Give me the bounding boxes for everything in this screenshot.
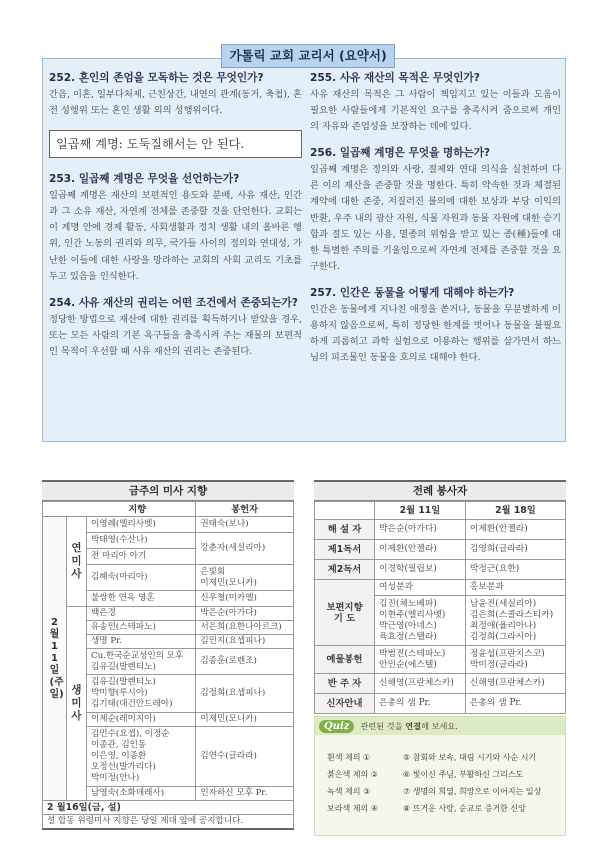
q254-heading: 254. 사유 재산의 권리는 어떤 조건에서 존중되는가? [49,296,298,309]
role-label: 예물봉헌 [315,646,375,674]
q255-heading: 255. 사유 재산의 목적은 무엇인가? [310,72,480,84]
yeonmisa-label: 연미사 [67,517,87,607]
table-row: 전 마리아 아기 [87,549,196,565]
role-label: 제2독서 [315,560,375,580]
table-row: 김종훈(로렌조) [196,649,294,675]
saengmisa-label: 생미사 [67,607,87,801]
q256-body: 일곱째 계명은 정의와 사랑, 절제와 연대 의식을 실천하여 다른 이의 재산을 존중할 것을 명한다. 특히 약속한 것과 체결된 계약에 대한 존중, 저질러진 불의에 대한 보상과 부당 이익의 반환, 우주 내의 광산 자원, 식물 자원과 동물 자원에 대한 승기함과 절도 있는 사용, 멸종의 위험을 받고 있는 종(種)들에 대한 특별한 주의를 기울임으로써 자연계 전체를 존중할 것을 요구한다. [310,164,562,272]
q252-body: 간음, 이혼, 일부다처제, 근친상간, 내연의 관계(동거, 축첩), 혼전 성행위 또는 혼인 생활 외의 성행위이다. [49,89,302,117]
role-label: 반 주 자 [315,674,375,694]
role-label: 제1독서 [315,540,375,560]
table-row: 이영례(엘리사벳) [87,517,196,533]
table-row: 정윤섭(프란치스코) 박미정(글라라) [465,646,565,674]
quiz-row: 보라색 제의 ④ ⑧ 뜨거운 사랑, 순교로 증거한 신앙 [327,804,526,813]
mass-date: 2월11일(주일) [43,517,67,801]
q253-heading: 253. 일곱째 계명은 무엇을 선언하는가? [49,173,240,186]
quiz-prompt: 관련된 것을 연결해 보세요. [360,720,458,731]
servers-table [314,501,566,714]
table-row: 이제민(모니카) [196,713,294,727]
note-date: 2 월16일(금, 설) [43,801,294,815]
table-row: 서은희(요한나아르크) [196,621,294,635]
table-row: 이경학(필립보) [375,560,466,580]
mass-intentions-table [42,501,294,830]
table-row: 은총의 샘 Pr. [375,694,466,714]
table-row: 박은순(아가다) [196,607,294,621]
table-row: 은총의 샘 Pr. [465,694,565,714]
catechism-right-column [310,71,561,377]
quiz-box [314,716,566,836]
table-row: 김민수(요셉), 이정순 이종관, 김인동 이은영, 이종환 오정선(발가리다) 박미정(안나) [87,727,196,787]
table-row: 은빛회 이제민(모니카) [196,565,294,591]
quiz-row: 흰색 제의 ① ⑤ 참회와 보속, 대림 시기와 사순 시기 [327,753,537,762]
table-row: 불쌍한 연옥 영혼 [87,591,196,607]
table-row: 김민지(요셉피나) [196,635,294,649]
catechism-title: 가톨릭 교회 교리서 (요약서) [221,44,395,68]
q257-heading: 257. 인간은 동물을 어떻게 대해야 하는가? [310,286,515,299]
table-row: 신우철(미카엘) [196,591,294,607]
table-row: 이제순(레미지아) [87,713,196,727]
quiz-row: 녹색 제의 ③ ⑦ 생명의 희열, 희망으로 이어지는 일상 [327,787,542,796]
table-row: 김정희(요셉피나) [196,675,294,713]
quiz-header [315,717,565,735]
note-text: 설 합동 위령미사 지향은 당일 제대 앞에 공지합니다. [43,815,294,829]
table-row: 강춘자(세실리아) [196,533,294,565]
blank-header [315,502,375,520]
q254-body: 정당한 방법으로 재산에 대한 권리를 획득하거나 받았을 경우, 또는 모든 사람의 기본 욕구들을 충족시켜 주는 재물의 보편적인 목적이 우선할 때 사유 재산의 권리는 존중된다. [49,313,302,357]
table-row: 김유길(발렌티노) 박미향(루시아) 김기태(대건안드레아) [87,675,196,713]
intention-column-header: 지향 [43,502,196,517]
table-row: 남영숙(소화데레사) [87,787,196,801]
table-row: 유송민(스테파노) [87,621,196,635]
role-label: 신자안내 [315,694,375,714]
table-row: 김혜숙(마리아) [87,565,196,591]
table-row: 이제환(안젤라) [465,520,565,540]
role-label: 보편지향기 도 [315,580,375,646]
q252-heading: 252. 혼인의 존엄을 모독하는 것은 무엇인가? [49,72,264,84]
table-row: 김연수(글라라) [196,727,294,787]
table-row: 남윤진(세실리아) 김은희(스콜라스티카) 최정애(율리아나) 김정희(그라시아) [465,596,565,646]
table-row: 백은경 [87,607,196,621]
mass-section-title: 금주의 미사 지향 [42,480,294,501]
offerer-column-header: 봉헌자 [196,502,294,517]
table-row: 이제환(안젤라) [375,540,466,560]
catechism-left-column [49,71,302,371]
table-row: 박태영(수산나) [87,533,196,549]
date1-header: 2월 11일 [375,502,466,520]
date2-header: 2월 18일 [465,502,565,520]
quiz-grid [315,749,565,817]
q253-body: 일곱째 계명은 재산의 보편적인 용도와 분배, 사유 재산, 인간과 그 소유 재산, 자연계 전체를 존중할 것을 단언한다. 교회는 이 계명 안에 경제 활동, 사회생활과 정치 생활 내의 올바른 행위, 인간 노동의 권리와 의무, 국가들 사이의 정의와 연대성, 가난한 이들에 대한 사랑을 망라하는 교회의 사회 교리도 기초를 두고 있음을 인식한다. [49,190,302,282]
table-row: 인자하신 모후 Pr. [196,787,294,801]
table-row: 박은순(아가다) [375,520,466,540]
q255-body: 사유 재산의 목적은 그 사람이 책임지고 있는 이들과 도움이 필요한 사람들에게 기본적인 요구를 충족시켜 줌으로써 개인의 자유와 존엄성을 보장하는 데에 있다. [310,89,561,133]
table-row: 김진(체노베파) 이현주(엘리사벳) 박근영(아네스) 육효정(스텔라) [375,596,466,646]
table-row: 권태숙(보나) [196,517,294,533]
service-head-b: 홍보분과 [465,580,565,596]
servers-section-title: 전례 봉사자 [314,480,566,501]
seventh-commandment: 일곱째 계명: 도둑질해서는 안 된다. [49,130,302,158]
q257-body: 인간은 동물에게 지나친 애정을 쏟거나, 동물을 무분별하게 이용하지 않음으로써, 특히 정당한 한계를 벗어나 동물을 불필요하게 괴롭히고 과학 실험으로 이용하는 행위를 삼가면서 하느님의 피조물인 동물을 호의로 대해야 한다. [310,303,561,364]
table-row: Cu.한국순교성인의 모후 김유길(발렌티노) [87,649,196,675]
table-row: 김영희(글라라) [465,540,565,560]
table-row: 생명 Pr. [87,635,196,649]
table-row: 신해영(프란체스카) [465,674,565,694]
catechism-box [42,58,566,442]
quiz-row: 붉은색 제의 ② ⑥ 빛이신 주님, 부활하신 그리스도 [327,770,524,779]
table-row: 신해영(프란체스카) [375,674,466,694]
table-row: 박정근(요한) [465,560,565,580]
role-label: 해 설 자 [315,520,375,540]
table-row: 박범진(스테파노) 안민순(에스텔) [375,646,466,674]
quiz-logo: Quiz [319,720,354,733]
q256-heading: 256. 일곱째 계명은 무엇을 명하는가? [310,147,491,160]
service-head-a: 여성분과 [375,580,466,596]
